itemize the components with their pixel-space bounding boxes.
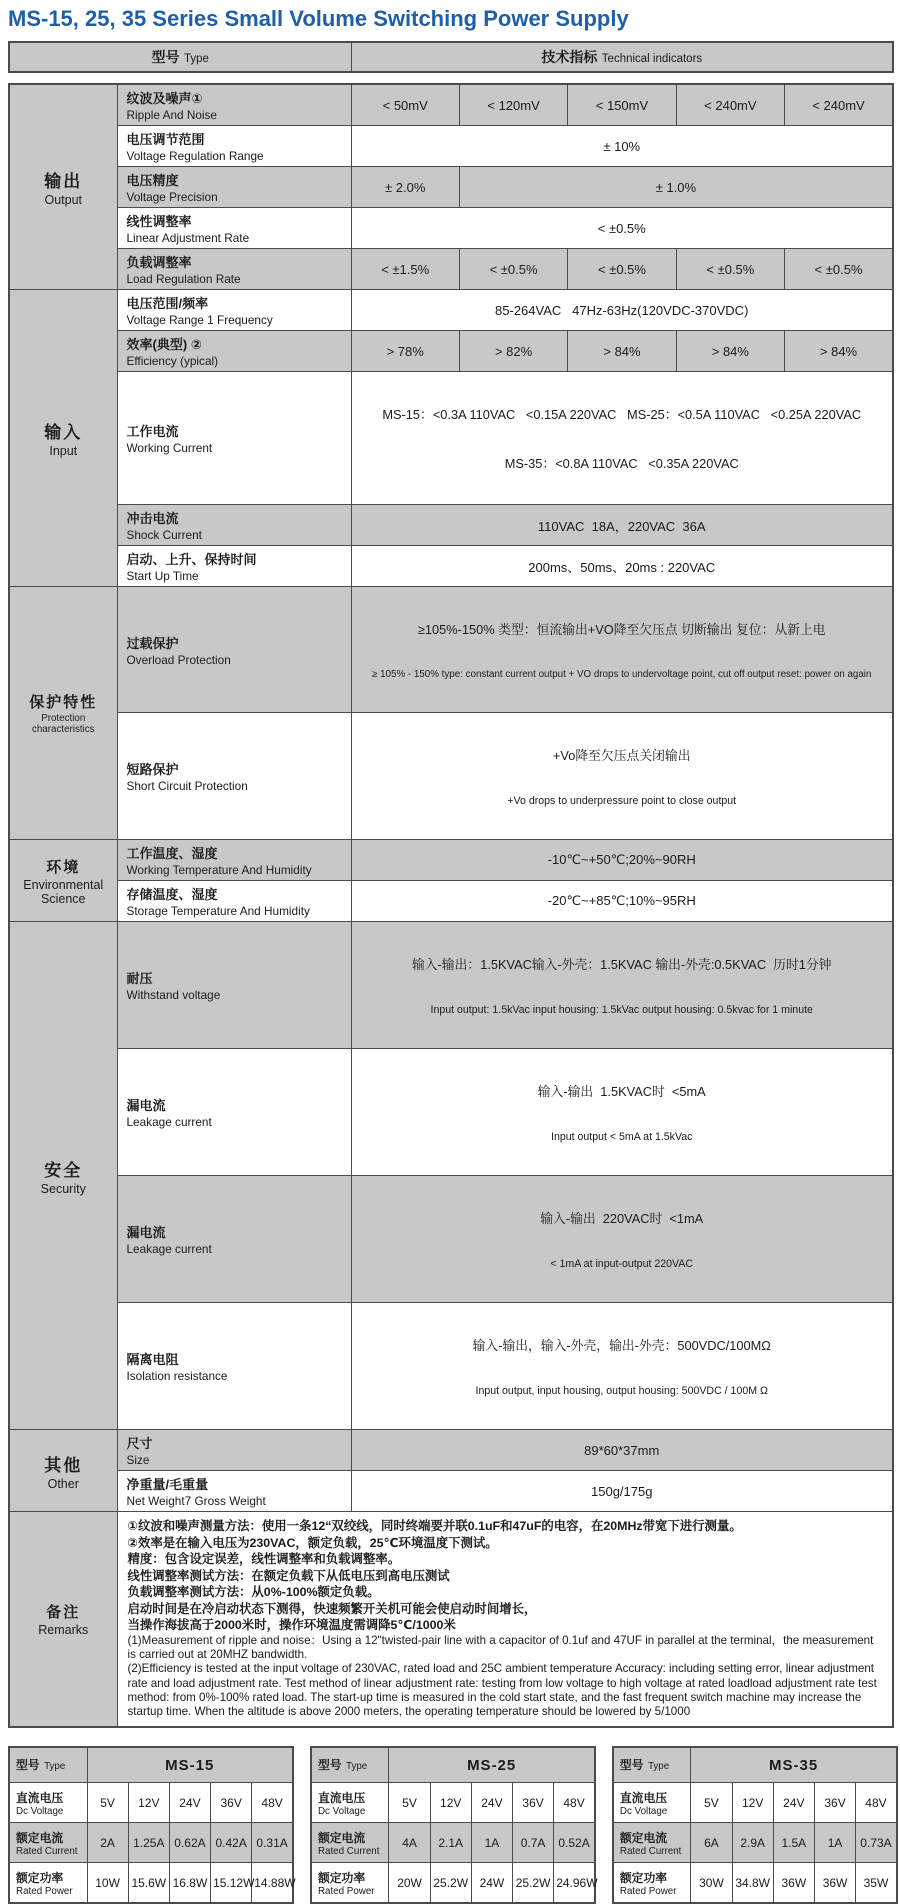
model-value: 30W xyxy=(691,1863,732,1903)
section-output: 输出 Output xyxy=(9,84,117,290)
param-isolation: 隔离电阻 Isolation resistance xyxy=(117,1303,351,1430)
model-row-voltage xyxy=(613,1783,897,1823)
type-header-cell xyxy=(9,42,351,72)
spec-value: 输入-输出：1.5KVAC输入-外壳：1.5KVAC 输出-外壳:0.5KVAC 历时1分钟 Input output: 1.5kVac input housing: 1.5kVac output housing: 0.5kvac for 1 minute xyxy=(351,922,893,1049)
page-title: MS-15, 25, 35 Series Small Volume Switching Power Supply xyxy=(8,6,629,31)
row-ripple xyxy=(9,84,893,126)
row-remarks xyxy=(9,1512,893,1727)
model-table-ms25 xyxy=(310,1746,596,1904)
model-table-ms15 xyxy=(8,1746,294,1904)
row-short-circuit-protection xyxy=(9,713,893,840)
param-linear-adj: 线性调整率 Linear Adjustment Rate xyxy=(117,208,351,249)
model-value: 1.5A xyxy=(773,1823,814,1863)
model-value: 24V xyxy=(773,1783,814,1823)
row-storage-temperature xyxy=(9,881,893,922)
row-voltage-range-frequency xyxy=(9,290,893,331)
spec-value: -20℃~+85℃;10%~95RH xyxy=(351,881,893,922)
spec-value: > 84% xyxy=(676,331,784,372)
spec-value: < ±0.5% xyxy=(676,249,784,290)
remarks-content: ①纹波和噪声测量方法：使用一条12“双绞线，同时终端要并联0.1uF和47uF的电容，在20MHz带宽下进行测量。 ②效率是在输入电压为230VAC，额定负载，25℃环境温度下测试。 精度：包含设定误差，线性调整率和负载调整率。 线性调整率测试方法：在额定负载下从低电压到高电压测试 负载调整率测试方法：从0%-100%额定负载。 启动时间是在冷启动状态下测得，快速频繁开关机可能会使启动时间增长， 当操作海拔高于2000米时，操作环境温度需调降5℃/1000米 (1)Measurement of ripple and noise：Using a 12"twisted-pair line with a capacitor of 0.1uf and 47UF in parallel at the terminal，the measurement is carried out at 20MHZ bandwidth. (2)Efficiency is tested at the input voltage of 230VAC, rated load and 25C ambient temperature Accuracy: including setting error, linear adjustment rate and load adjustment rate. Test method of linear adjustment rate: testing from low voltage to high voltage at rated loadload adjustment rate test method: from 0%-100% rated load. The start-up time is measured in the cold start state, and the fast frequent switch machine may increase the startup time. When the altitude is above 2000 meters, the operating temperature should be lowered by 5/1000 xyxy=(117,1512,893,1727)
row-isolation-resistance xyxy=(9,1303,893,1430)
section-security: 安全 Security xyxy=(9,922,117,1430)
section-other: 其他 Other xyxy=(9,1430,117,1512)
param-withstand: 耐压 Withstand voltage xyxy=(117,922,351,1049)
model-type-cell: 型号 Type xyxy=(613,1747,691,1783)
model-row-power xyxy=(311,1863,595,1903)
model-value: 0.31A xyxy=(252,1823,293,1863)
model-value: 1A xyxy=(814,1823,855,1863)
spec-value: > 84% xyxy=(785,331,893,372)
param-shock-current: 冲击电流 Shock Current xyxy=(117,505,351,546)
row-efficiency xyxy=(9,331,893,372)
param-working-temp: 工作温度、湿度 Working Temperature And Humidity xyxy=(117,840,351,881)
param-size: 尺寸 Size xyxy=(117,1430,351,1471)
param-vprecision: 电压精度 Voltage Precision xyxy=(117,167,351,208)
model-value: 48V xyxy=(252,1783,293,1823)
model-value: 4A xyxy=(389,1823,430,1863)
header-strip-row xyxy=(9,42,893,72)
row-working-temperature xyxy=(9,840,893,881)
model-value: 2.9A xyxy=(732,1823,773,1863)
spec-value: MS-15：<0.3A 110VAC <0.15A 220VAC MS-25：<0.5A 110VAC <0.25A 220VAC MS-35：<0.8A 110VAC <0.35A 220VAC xyxy=(351,372,893,505)
model-value: 6A xyxy=(691,1823,732,1863)
spec-value: < 150mV xyxy=(568,84,676,126)
param-overload: 过载保护 Overload Protection xyxy=(117,587,351,713)
row-startup-time xyxy=(9,546,893,587)
row-withstand-voltage xyxy=(9,922,893,1049)
param-efficiency: 效率(典型) ② Efficiency (ypical) xyxy=(117,331,351,372)
spec-value: > 82% xyxy=(459,331,567,372)
row-linear-adjustment xyxy=(9,208,893,249)
model-value: 36W xyxy=(773,1863,814,1903)
model-header-row xyxy=(9,1747,293,1783)
spec-value: < ±0.5% xyxy=(785,249,893,290)
model-value: 24W xyxy=(471,1863,512,1903)
spec-value: < ±1.5% xyxy=(351,249,459,290)
model-value: 36V xyxy=(814,1783,855,1823)
spec-value: ≥105%-150% 类型：恒流输出+VO降至欠压点 切断输出 复位：从新上电 ≥ 105% - 150% type: constant current output + VO drops to undervoltage point, cut off output reset: power on again xyxy=(351,587,893,713)
spec-value: 输入-输出 220VAC时 <1mA < 1mA at input-output 220VAC xyxy=(351,1176,893,1303)
model-value: 12V xyxy=(430,1783,471,1823)
spec-value: 89*60*37mm xyxy=(351,1430,893,1471)
model-value: 36V xyxy=(513,1783,554,1823)
param-load-reg: 负载调整率 Load Regulation Rate xyxy=(117,249,351,290)
model-value: 15.12W xyxy=(211,1863,252,1903)
model-type-cell: 型号 Type xyxy=(9,1747,87,1783)
model-value: 5V xyxy=(389,1783,430,1823)
model-value: 16.8W xyxy=(169,1863,210,1903)
model-param: 直流电压 Dc Voltage xyxy=(613,1783,691,1823)
spec-value: ± 2.0% xyxy=(351,167,459,208)
model-header-row xyxy=(311,1747,595,1783)
model-value: 1A xyxy=(471,1823,512,1863)
section-input: 输入 Input xyxy=(9,290,117,587)
model-value: 36V xyxy=(211,1783,252,1823)
model-value: 5V xyxy=(87,1783,128,1823)
spec-value: < 240mV xyxy=(676,84,784,126)
section-environment: 环境 Environmental Science xyxy=(9,840,117,922)
model-value: 25.2W xyxy=(513,1863,554,1903)
model-param: 直流电压 Dc Voltage xyxy=(311,1783,389,1823)
model-value: 34.8W xyxy=(732,1863,773,1903)
model-value: 24V xyxy=(471,1783,512,1823)
model-value: 1.25A xyxy=(128,1823,169,1863)
model-param: 直流电压 Dc Voltage xyxy=(9,1783,87,1823)
spec-value: 110VAC 18A，220VAC 36A xyxy=(351,505,893,546)
spec-value: +Vo降至欠压点关闭输出 +Vo drops to underpressure point to close output xyxy=(351,713,893,840)
tech-header-cn: 技术指标 xyxy=(541,49,598,65)
model-row-power xyxy=(613,1863,897,1903)
row-leakage-current-1 xyxy=(9,1049,893,1176)
model-value: 12V xyxy=(128,1783,169,1823)
spec-table xyxy=(8,83,894,1728)
row-leakage-current-2 xyxy=(9,1176,893,1303)
model-row-current xyxy=(613,1823,897,1863)
model-row-current xyxy=(311,1823,595,1863)
model-row-voltage xyxy=(311,1783,595,1823)
row-voltage-precision xyxy=(9,167,893,208)
param-leakage-2: 漏电流 Leakage current xyxy=(117,1176,351,1303)
model-header-row xyxy=(613,1747,897,1783)
model-value: 0.52A xyxy=(554,1823,595,1863)
spec-value: < 120mV xyxy=(459,84,567,126)
section-remarks: 备注 Remarks xyxy=(9,1512,117,1727)
row-overload-protection xyxy=(9,587,893,713)
spec-value: 输入-输出，输入-外壳，输出-外壳：500VDC/100MΩ Input output, input housing, output housing: 500VDC / 100M Ω xyxy=(351,1303,893,1430)
spec-value: > 84% xyxy=(568,331,676,372)
model-param: 额定功率 Rated Power xyxy=(613,1863,691,1903)
model-row-power xyxy=(9,1863,293,1903)
tech-header-cell xyxy=(351,42,893,72)
spec-value: 输入-输出 1.5KVAC时 <5mA Input output < 5mA at 1.5kVac xyxy=(351,1049,893,1176)
model-type-cell: 型号 Type xyxy=(311,1747,389,1783)
model-name: MS-15 xyxy=(87,1747,293,1783)
model-value: 0.73A xyxy=(856,1823,897,1863)
model-row-current xyxy=(9,1823,293,1863)
model-value: 14.88W xyxy=(252,1863,293,1903)
model-value: 10W xyxy=(87,1863,128,1903)
model-value: 2A xyxy=(87,1823,128,1863)
section-protection: 保护特性 Protection characteristics xyxy=(9,587,117,840)
model-value: 48V xyxy=(856,1783,897,1823)
spec-value: < ±0.5% xyxy=(459,249,567,290)
spec-value: 150g/175g xyxy=(351,1471,893,1512)
model-tables xyxy=(8,1746,892,1904)
spec-value: < 50mV xyxy=(351,84,459,126)
tech-header-en: Technical indicators xyxy=(601,53,703,65)
spec-value: 85-264VAC 47Hz-63Hz(120VDC-370VDC) xyxy=(351,290,893,331)
param-leakage-1: 漏电流 Leakage current xyxy=(117,1049,351,1176)
param-startup-time: 启动、上升、保持时间 Start Up Time xyxy=(117,546,351,587)
row-load-regulation xyxy=(9,249,893,290)
model-param: 额定电流 Rated Current xyxy=(311,1823,389,1863)
param-short-circuit: 短路保护 Short Circuit Protection xyxy=(117,713,351,840)
model-value: 0.42A xyxy=(211,1823,252,1863)
row-voltage-regulation-range xyxy=(9,126,893,167)
spec-value: -10℃~+50℃;20%~90RH xyxy=(351,840,893,881)
model-value: 0.62A xyxy=(169,1823,210,1863)
model-name: MS-25 xyxy=(389,1747,595,1783)
model-value: 2.1A xyxy=(430,1823,471,1863)
model-value: 36W xyxy=(814,1863,855,1903)
model-row-voltage xyxy=(9,1783,293,1823)
spec-value: > 78% xyxy=(351,331,459,372)
param-ripple: 纹波及噪声① Ripple And Noise xyxy=(117,84,351,126)
type-header-cn: 型号 xyxy=(151,49,180,65)
row-size xyxy=(9,1430,893,1471)
model-name: MS-35 xyxy=(691,1747,897,1783)
model-value: 0.7A xyxy=(513,1823,554,1863)
model-value: 15.6W xyxy=(128,1863,169,1903)
spec-value: ± 1.0% xyxy=(459,167,893,208)
model-value: 24V xyxy=(169,1783,210,1823)
spec-value: ± 10% xyxy=(351,126,893,167)
spec-value: < 240mV xyxy=(785,84,893,126)
spec-value: < ±0.5% xyxy=(351,208,893,249)
model-value: 25.2W xyxy=(430,1863,471,1903)
type-header-en: Type xyxy=(184,53,209,65)
model-param: 额定电流 Rated Current xyxy=(9,1823,87,1863)
model-value: 20W xyxy=(389,1863,430,1903)
param-vrange: 电压范围/频率 Voltage Range 1 Frequency xyxy=(117,290,351,331)
model-param: 额定功率 Rated Power xyxy=(311,1863,389,1903)
header-strip-table xyxy=(8,41,894,73)
model-value: 35W xyxy=(856,1863,897,1903)
model-value: 48V xyxy=(554,1783,595,1823)
model-value: 5V xyxy=(691,1783,732,1823)
spec-value: < ±0.5% xyxy=(568,249,676,290)
row-shock-current xyxy=(9,505,893,546)
model-value: 24.96W xyxy=(554,1863,595,1903)
param-working-current: 工作电流 Working Current xyxy=(117,372,351,505)
model-table-ms35 xyxy=(612,1746,898,1904)
model-param: 额定电流 Rated Current xyxy=(613,1823,691,1863)
param-vreg-range: 电压调节范围 Voltage Regulation Range xyxy=(117,126,351,167)
model-param: 额定功率 Rated Power xyxy=(9,1863,87,1903)
spec-value: 200ms、50ms、20ms : 220VAC xyxy=(351,546,893,587)
row-weight xyxy=(9,1471,893,1512)
param-storage-temp: 存储温度、湿度 Storage Temperature And Humidity xyxy=(117,881,351,922)
row-working-current xyxy=(9,372,893,505)
param-weight: 净重量/毛重量 Net Weight7 Gross Weight xyxy=(117,1471,351,1512)
model-value: 12V xyxy=(732,1783,773,1823)
